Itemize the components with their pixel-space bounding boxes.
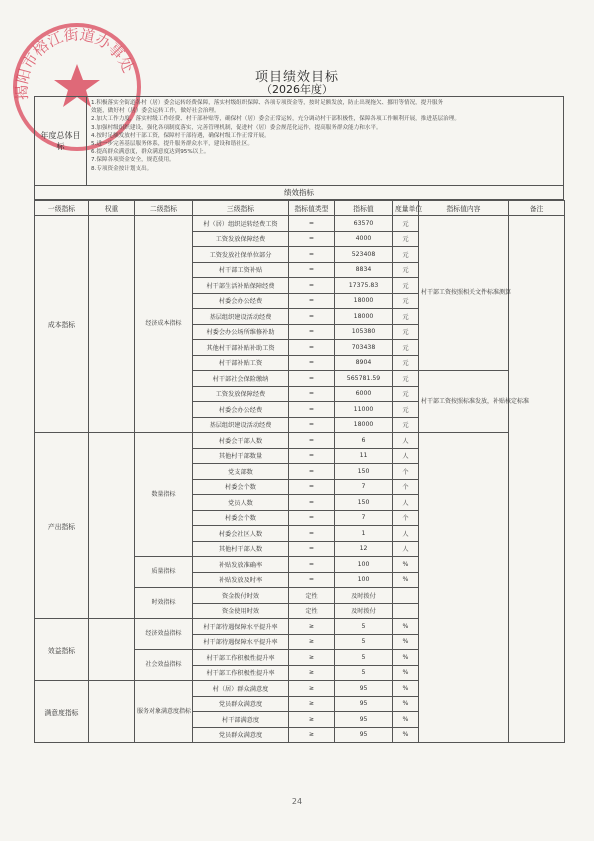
column-header: 三级指标 xyxy=(193,201,289,216)
column-header: 一级指标 xyxy=(35,201,89,216)
unit: % xyxy=(393,712,419,728)
unit: % xyxy=(393,696,419,712)
column-header: 权重 xyxy=(89,201,135,216)
level3-indicator: 党支部数 xyxy=(193,464,289,480)
indicator-value: 6 xyxy=(335,433,393,449)
unit: % xyxy=(393,665,419,681)
indicator-value: 7 xyxy=(335,479,393,495)
column-header: 度量单位 xyxy=(393,201,419,216)
level3-indicator: 村干部待遇保障水平提升率 xyxy=(193,619,289,635)
weight-cell xyxy=(89,433,135,619)
level3-indicator: 村干部待遇保障水平提升率 xyxy=(193,634,289,650)
column-header: 指标值 xyxy=(335,201,393,216)
value-content: 村干部工资按照相关文件标准测算 xyxy=(419,216,509,371)
value-type: = xyxy=(289,371,335,387)
level2-indicator: 经济效益指标 xyxy=(135,619,193,650)
indicator-value: 100 xyxy=(335,572,393,588)
unit: 元 xyxy=(393,216,419,232)
table-row xyxy=(35,216,565,232)
page-title: 项目绩效目标 xyxy=(254,70,339,85)
svg-text:揭阳市榕江街道办事处: 揭阳市榕江街道办事处 xyxy=(12,25,138,101)
value-content: 村干部工资按照标准发放，补贴核定标准 xyxy=(419,371,509,433)
indicator-value: 7 xyxy=(335,510,393,526)
unit: 人 xyxy=(393,526,419,542)
indicator-value: 63570 xyxy=(335,216,393,232)
weight-cell xyxy=(89,216,135,433)
indicator-value: 11000 xyxy=(335,402,393,418)
value-type: = xyxy=(289,247,335,263)
level2-indicator: 质量指标 xyxy=(135,557,193,588)
value-type: = xyxy=(289,557,335,573)
indicators-header: 绩效指标 xyxy=(34,186,564,200)
value-type: = xyxy=(289,433,335,449)
value-type: = xyxy=(289,495,335,511)
level3-indicator: 村委会个数 xyxy=(193,479,289,495)
indicator-value: 8904 xyxy=(335,355,393,371)
value-type: = xyxy=(289,293,335,309)
unit: 元 xyxy=(393,278,419,294)
value-type: = xyxy=(289,231,335,247)
indicator-value: 105380 xyxy=(335,324,393,340)
value-type: = xyxy=(289,262,335,278)
goal-line: 6.提高群众满意度，群众满意度达到95%以上。 xyxy=(91,149,210,156)
value-type: 定性 xyxy=(289,603,335,619)
weight-cell xyxy=(89,619,135,681)
value-type: = xyxy=(289,479,335,495)
level3-indicator: 其他村干部人数 xyxy=(193,541,289,557)
value-type: = xyxy=(289,340,335,356)
unit: 元 xyxy=(393,386,419,402)
indicator-value: 95 xyxy=(335,696,393,712)
level3-indicator: 基层组织建设活动经费 xyxy=(193,417,289,433)
level3-indicator: 村干部工资补贴 xyxy=(193,262,289,278)
unit: % xyxy=(393,650,419,666)
value-type: ≥ xyxy=(289,619,335,635)
level3-indicator: 村委会个数 xyxy=(193,510,289,526)
value-type: = xyxy=(289,386,335,402)
level2-indicator: 数量指标 xyxy=(135,433,193,557)
indicator-value: 523408 xyxy=(335,247,393,263)
level3-indicator: 党员人数 xyxy=(193,495,289,511)
level3-indicator: 村委会办公经费 xyxy=(193,293,289,309)
level3-indicator: 村委会办公场所维修补助 xyxy=(193,324,289,340)
level3-indicator: 工资发放保障经费 xyxy=(193,231,289,247)
goal-line: 4.按时足额发放村干部工资，保障村干部待遇，确保村级工作正常开展。 xyxy=(91,132,270,139)
page-number: 24 xyxy=(291,797,303,806)
indicator-value: 1 xyxy=(335,526,393,542)
level3-indicator: 村委会干部人数 xyxy=(193,433,289,449)
value-type: = xyxy=(289,402,335,418)
unit: 人 xyxy=(393,541,419,557)
unit: % xyxy=(393,681,419,697)
indicator-value: 100 xyxy=(335,557,393,573)
unit: 元 xyxy=(393,371,419,387)
level1-indicator: 满意度指标 xyxy=(35,681,89,743)
indicator-value: 150 xyxy=(335,495,393,511)
unit xyxy=(393,603,419,619)
indicator-value: 18000 xyxy=(335,309,393,325)
unit: 元 xyxy=(393,340,419,356)
unit: % xyxy=(393,727,419,743)
value-type: 定性 xyxy=(289,588,335,604)
level3-indicator: 村（居）群众满意度 xyxy=(193,681,289,697)
indicator-value: 18000 xyxy=(335,293,393,309)
unit xyxy=(393,588,419,604)
level3-indicator: 村委会社区人数 xyxy=(193,526,289,542)
goal-line: 1.积极落实全街道各村（居）委会运转经费保障，落实村级组织保障、各项专项资金等，按时足额发放，防止出现拖欠、挪用等情况，提升服务 xyxy=(91,100,444,106)
column-header: 二级指标 xyxy=(135,201,193,216)
level3-indicator: 村委会办公经费 xyxy=(193,402,289,418)
value-type: = xyxy=(289,355,335,371)
annual-goal-label: 年度总体目标 xyxy=(35,97,87,185)
level3-indicator: 基层组织建设活动经费 xyxy=(193,309,289,325)
level3-indicator: 村干部补贴工资 xyxy=(193,355,289,371)
level3-indicator: 工资发放保障经费 xyxy=(193,386,289,402)
unit: % xyxy=(393,557,419,573)
level3-indicator: 村干部满意度 xyxy=(193,712,289,728)
unit: 元 xyxy=(393,324,419,340)
indicator-value: 17375.83 xyxy=(335,278,393,294)
value-type: ≥ xyxy=(289,727,335,743)
value-type: ≥ xyxy=(289,665,335,681)
level3-indicator: 补贴发放及时率 xyxy=(193,572,289,588)
indicator-value: 5 xyxy=(335,665,393,681)
unit: 人 xyxy=(393,448,419,464)
unit: % xyxy=(393,572,419,588)
level3-indicator: 工资发放社保单位部分 xyxy=(193,247,289,263)
table-row xyxy=(35,433,565,449)
unit: 人 xyxy=(393,433,419,449)
indicator-value: 及时拨付 xyxy=(335,603,393,619)
page-subtitle: （2026年度） xyxy=(261,83,333,96)
indicator-value: 565781.59 xyxy=(335,371,393,387)
level3-indicator: 资金使用时效 xyxy=(193,603,289,619)
unit: % xyxy=(393,619,419,635)
level3-indicator: 其他村干部补贴补助工资 xyxy=(193,340,289,356)
value-type: ≥ xyxy=(289,650,335,666)
level2-indicator: 社会效益指标 xyxy=(135,650,193,681)
indicator-value: 5 xyxy=(335,634,393,650)
column-header: 指标值类型 xyxy=(289,201,335,216)
indicator-value: 18000 xyxy=(335,417,393,433)
annual-goal-text xyxy=(91,99,561,173)
level3-indicator: 党员群众满意度 xyxy=(193,696,289,712)
level3-indicator: 村干部社会保险缴纳 xyxy=(193,371,289,387)
unit: % xyxy=(393,634,419,650)
unit: 人 xyxy=(393,495,419,511)
value-type: = xyxy=(289,309,335,325)
level3-indicator: 其他村干部数量 xyxy=(193,448,289,464)
value-type: = xyxy=(289,417,335,433)
value-type: = xyxy=(289,541,335,557)
level3-indicator: 村干部工作积极性提升率 xyxy=(193,650,289,666)
unit: 元 xyxy=(393,247,419,263)
value-type: = xyxy=(289,526,335,542)
indicator-value: 95 xyxy=(335,712,393,728)
indicator-value: 11 xyxy=(335,448,393,464)
level1-indicator: 产出指标 xyxy=(35,433,89,619)
level2-indicator: 服务对象满意度指标 xyxy=(135,681,193,743)
unit: 元 xyxy=(393,309,419,325)
indicator-value: 150 xyxy=(335,464,393,480)
table-header-row xyxy=(35,201,565,216)
goal-line: 7.保障各项资金安全，规范使用。 xyxy=(91,157,175,164)
unit: 元 xyxy=(393,355,419,371)
value-type: ≥ xyxy=(289,696,335,712)
unit: 元 xyxy=(393,293,419,309)
value-type: ≥ xyxy=(289,681,335,697)
level3-indicator: 村干部工作积极性提升率 xyxy=(193,665,289,681)
annual-goal-box xyxy=(34,96,564,186)
value-type: = xyxy=(289,464,335,480)
value-type: = xyxy=(289,278,335,294)
goal-line: 效能，做好村（居）委会运转工作，做好社会治理。 xyxy=(91,108,220,115)
value-type: ≥ xyxy=(289,634,335,650)
value-content xyxy=(419,433,509,743)
unit: 个 xyxy=(393,464,419,480)
unit: 个 xyxy=(393,510,419,526)
remarks-cell xyxy=(509,216,565,743)
unit: 元 xyxy=(393,231,419,247)
level1-indicator: 成本指标 xyxy=(35,216,89,433)
value-type: ≥ xyxy=(289,712,335,728)
weight-cell xyxy=(89,681,135,743)
indicator-value: 4000 xyxy=(335,231,393,247)
indicator-value: 703438 xyxy=(335,340,393,356)
value-type: = xyxy=(289,216,335,232)
level2-indicator: 时效指标 xyxy=(135,588,193,619)
unit: 个 xyxy=(393,479,419,495)
value-type: = xyxy=(289,448,335,464)
value-type: = xyxy=(289,324,335,340)
indicator-value: 95 xyxy=(335,727,393,743)
goal-line: 8.专项资金按计划支出。 xyxy=(91,165,153,172)
level3-indicator: 资金拨付时效 xyxy=(193,588,289,604)
goal-line: 5.进一步完善基层服务体系，提升服务群众水平，建设和谐社区。 xyxy=(91,141,253,148)
indicator-value: 及时拨付 xyxy=(335,588,393,604)
level3-indicator: 村（居）组织运转经费工资 xyxy=(193,216,289,232)
unit: 元 xyxy=(393,417,419,433)
level3-indicator: 补贴发放准确率 xyxy=(193,557,289,573)
level3-indicator: 村干部生活补贴保障经费 xyxy=(193,278,289,294)
column-header: 备注 xyxy=(509,201,565,216)
value-type: = xyxy=(289,572,335,588)
indicators-table xyxy=(34,200,565,743)
level1-indicator: 效益指标 xyxy=(35,619,89,681)
unit: 元 xyxy=(393,262,419,278)
indicator-value: 12 xyxy=(335,541,393,557)
goal-line: 2.加大工作力度，落实村级工作经费、村干部补贴等，确保村（居）委会正常运转，充分调动村干部积极性，保障各项工作顺利开展，推进基层治理。 xyxy=(91,116,460,123)
level3-indicator: 党员群众满意度 xyxy=(193,727,289,743)
unit: 元 xyxy=(393,402,419,418)
indicator-value: 95 xyxy=(335,681,393,697)
column-header: 指标值内容 xyxy=(419,201,509,216)
value-type: = xyxy=(289,510,335,526)
goal-line: 3.加强村级组织建设，强化各项制度落实，完善管理机制，促进村（居）委会规范化运作，提高服务群众能力和水平。 xyxy=(91,124,382,131)
indicator-value: 5 xyxy=(335,650,393,666)
level2-indicator: 经济成本指标 xyxy=(135,216,193,433)
indicator-value: 8834 xyxy=(335,262,393,278)
indicator-value: 6000 xyxy=(335,386,393,402)
indicator-value: 5 xyxy=(335,619,393,635)
